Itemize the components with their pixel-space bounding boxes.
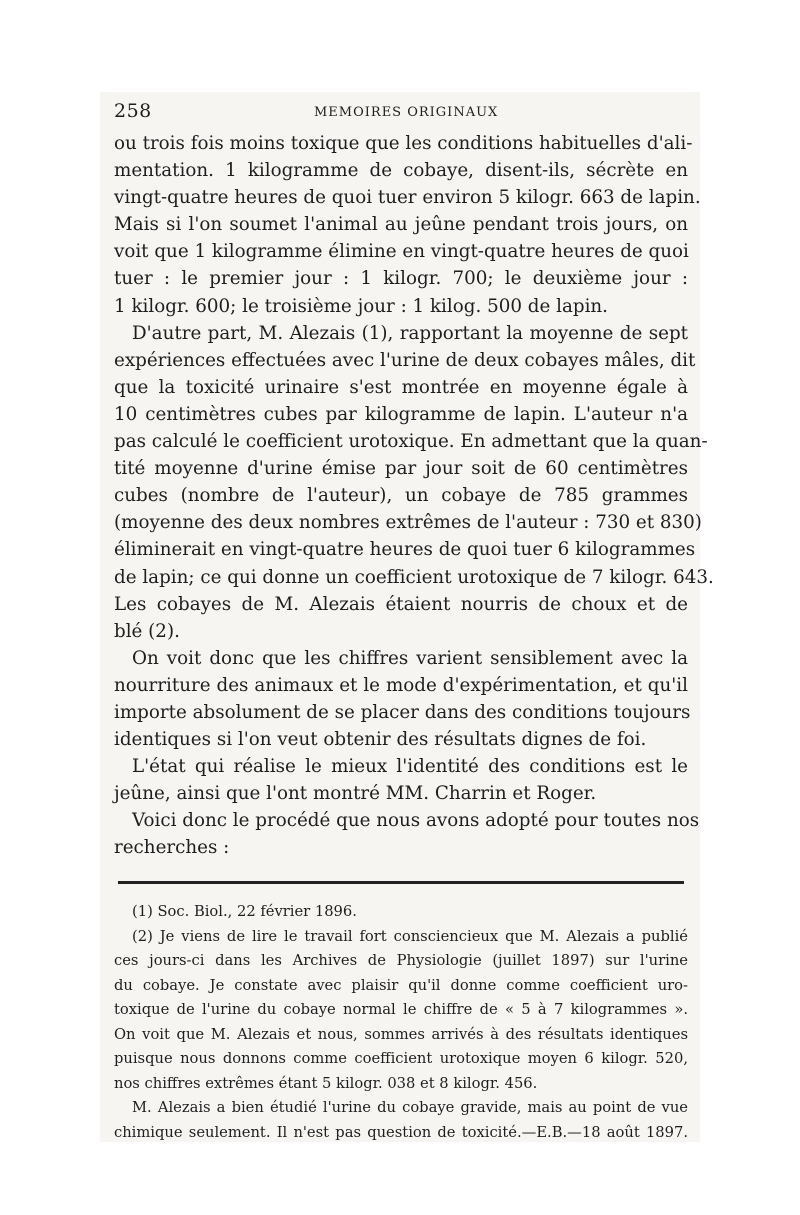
footnote-line: On voit que M. Alezais et nous, sommes arrivés à des résultats identiques bbox=[114, 1025, 688, 1043]
body-line: recherches : bbox=[114, 837, 230, 859]
body-line: Mais si l'on soumet l'animal au jeûne pendant trois jours, on bbox=[114, 214, 688, 236]
body-line: tuer : le premier jour : 1 kilogr. 700; le deuxième jour : bbox=[114, 268, 688, 290]
body-line: vingt-quatre heures de quoi tuer environ 5 kilogr. 663 de lapin. bbox=[114, 187, 701, 209]
body-line: mentation. 1 kilogramme de cobaye, disent-ils, sécrète en bbox=[114, 160, 688, 182]
body-line: jeûne, ainsi que l'ont montré MM. Charrin et Roger. bbox=[114, 783, 597, 805]
footnote-line: (2) Je viens de lire le travail fort consciencieux que M. Alezais a publié bbox=[132, 927, 688, 945]
page-number: 258 bbox=[114, 100, 152, 122]
body-line: 1 kilogr. 600; le troisième jour : 1 kilog. 500 de lapin. bbox=[114, 295, 608, 317]
body-line: Les cobayes de M. Alezais étaient nourris de choux et de bbox=[114, 593, 688, 615]
footnote-line: toxique de l'urine du cobaye normal le chiffre de « 5 à 7 kilogrammes ». bbox=[114, 1001, 688, 1018]
body-line: importe absolument de se placer dans des conditions toujours bbox=[114, 701, 691, 723]
body-line: 10 centimètres cubes par kilogramme de lapin. L'auteur n'a bbox=[114, 403, 688, 425]
page-header bbox=[114, 100, 688, 126]
footnote-line: ces jours-ci dans les Archives de Physiologie (juillet 1897) sur l'urine bbox=[114, 952, 688, 969]
body-line: ou trois fois moins toxique que les conditions habituelles d'ali- bbox=[114, 133, 693, 154]
body-line: L'état qui réalise le mieux l'identité des conditions est le bbox=[132, 756, 688, 778]
footnote-divider bbox=[118, 881, 684, 884]
footnote-line: (1) Soc. Biol., 22 février 1896. bbox=[132, 903, 357, 920]
running-head: MEMOIRES ORIGINAUX bbox=[314, 105, 499, 120]
body-line: éliminerait en vingt-quatre heures de quoi tuer 6 kilogrammes bbox=[114, 539, 696, 561]
body-line: (moyenne des deux nombres extrêmes de l'auteur : 730 et 830) bbox=[114, 512, 702, 534]
footnote-line: nos chiffres extrêmes étant 5 kilogr. 038 et 8 kilogr. 456. bbox=[114, 1074, 538, 1092]
footnote-line: M. Alezais a bien étudié l'urine du cobaye gravide, mais au point de vue bbox=[132, 1099, 688, 1116]
body-line: blé (2). bbox=[114, 620, 180, 642]
body-line: identiques si l'on veut obtenir des résultats dignes de foi. bbox=[114, 729, 647, 751]
body-line: de lapin; ce qui donne un coefficient urotoxique de 7 kilogr. 643. bbox=[114, 566, 714, 588]
footnote-line: puisque nous donnons comme coefficient urotoxique moyen 6 kilogr. 520, bbox=[114, 1050, 688, 1067]
body-line: cubes (nombre de l'auteur), un cobaye de 785 grammes bbox=[114, 485, 688, 507]
footnote-line: chimique seulement. Il n'est pas question de toxicité.—E.B.—18 août 1897. bbox=[114, 1123, 688, 1141]
body-line: pas calculé le coefficient urotoxique. En admettant que la quan- bbox=[114, 431, 708, 453]
footnote-line: du cobaye. Je constate avec plaisir qu'il donne comme coefficient uro- bbox=[114, 976, 688, 994]
body-line: voit que 1 kilogramme élimine en vingt-quatre heures de quoi bbox=[114, 241, 689, 263]
body-line: que la toxicité urinaire s'est montrée en moyenne égale à bbox=[114, 376, 688, 398]
body-text bbox=[114, 130, 714, 862]
footnotes bbox=[114, 900, 688, 1145]
body-line: D'autre part, M. Alezais (1), rapportant la moyenne de sept bbox=[132, 322, 688, 344]
body-line: On voit donc que les chiffres varient sensiblement avec la bbox=[132, 647, 688, 669]
body-line: Voici donc le procédé que nous avons adopté pour toutes nos bbox=[132, 810, 700, 832]
body-line: tité moyenne d'urine émise par jour soit de 60 centimètres bbox=[114, 458, 688, 480]
body-line: nourriture des animaux et le mode d'expérimentation, et qu'il bbox=[114, 674, 688, 696]
body-line: expériences effectuées avec l'urine de deux cobayes mâles, dit bbox=[114, 349, 696, 371]
